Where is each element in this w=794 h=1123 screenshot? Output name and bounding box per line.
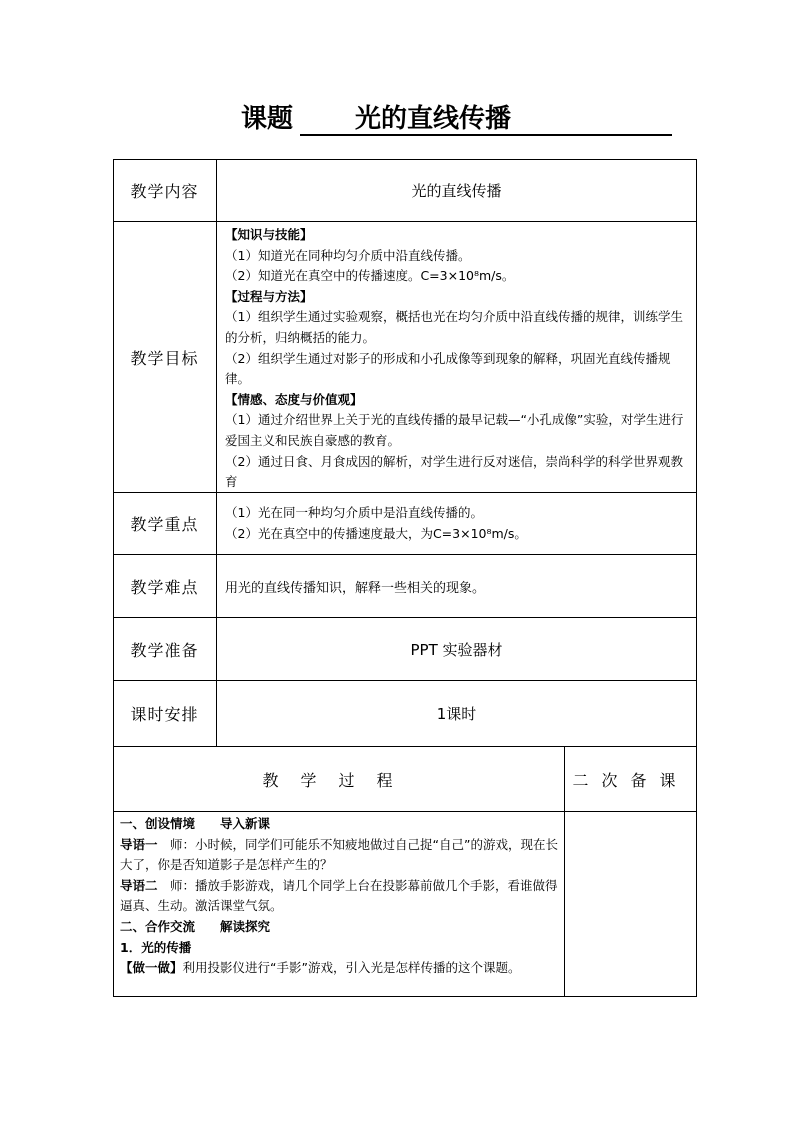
grid-line bbox=[696, 159, 697, 997]
row-value-content: 光的直线传播 bbox=[411, 181, 502, 200]
process-header: 教学过程 bbox=[262, 770, 415, 790]
row-label-key: 教学重点 bbox=[130, 515, 199, 534]
goals-heading-knowledge: 【知识与技能】 bbox=[225, 227, 313, 242]
row-label-goals: 教学目标 bbox=[130, 348, 199, 368]
goals-line: （2）通过日食、月食成因的解析，对学生进行反对迷信，崇尚科学的科学世界观教育 bbox=[225, 453, 683, 490]
intro-one-label: 导语一 bbox=[120, 836, 158, 852]
goals-line: （1）通过介绍世界上关于光的直线传播的最早记载—“小孔成像”实验，对学生进行爱国主义和民族自豪感的教育。 bbox=[225, 412, 684, 448]
process-content bbox=[114, 812, 564, 996]
row-value-key bbox=[217, 493, 696, 554]
row-label-content: 教学内容 bbox=[130, 181, 199, 201]
intro-one-text: 师：小时候，同学们可能乐不知疲地做过自己捉“自己”的游戏，现在长大了，你是否知道影子是怎样产生的？ bbox=[120, 836, 558, 873]
activity-text: 利用投影仪进行“手影”游戏，引入光是怎样传播的这个课题。 bbox=[182, 960, 521, 976]
goals-line: （2）知道光在真空中的传播速度。C=3×10⁸m/s。 bbox=[225, 268, 515, 284]
row-value-prep: PPT 实验器材 bbox=[410, 640, 503, 659]
second-prep-area bbox=[565, 812, 696, 996]
second-prep-header: 二次备课 bbox=[572, 770, 689, 790]
goals-line: （1）组织学生通过实验观察，概括也光在均匀介质中沿直线传播的规律，训练学生的分析，归纳概括的能力。 bbox=[225, 309, 683, 345]
row-value-difficulty: 用光的直线传播知识，解释一些相关的现象。 bbox=[225, 580, 486, 596]
intro-two-text: 师：播放手影游戏，请几个同学上台在投影幕前做几个手影，看谁做得逼真、生动。激活课堂气氛。 bbox=[120, 877, 558, 914]
goals-line: （1）知道光在同种均匀介质中沿直线传播。 bbox=[225, 247, 471, 263]
row-label-prep: 教学准备 bbox=[130, 640, 199, 660]
goals-heading-process: 【过程与方法】 bbox=[225, 288, 313, 304]
row-value-goals bbox=[217, 222, 696, 492]
document-title bbox=[0, 100, 794, 140]
row-value-time: 1课时 bbox=[436, 705, 477, 723]
section-heading: 二、合作交流 解读探究 bbox=[120, 918, 271, 934]
lesson-plan-table bbox=[113, 159, 697, 997]
section-heading: 一、创设情境 导入新课 bbox=[120, 816, 271, 831]
key-line: （1）光在同一种均匀介质中是沿直线传播的。 bbox=[225, 505, 483, 520]
title-lead: 课题 bbox=[241, 104, 294, 134]
intro-two-label: 导语二 bbox=[120, 877, 158, 893]
goals-heading-attitude: 【情感、态度与价值观】 bbox=[225, 391, 363, 407]
row-label-time: 课时安排 bbox=[130, 705, 199, 724]
row-label-difficulty: 教学难点 bbox=[130, 577, 199, 597]
subsection-heading: 1．光的传播 bbox=[120, 939, 192, 955]
grid-line bbox=[113, 996, 697, 997]
key-line: （2）光在真空中的传播速度最大，为C=3×10⁸m/s。 bbox=[225, 525, 527, 541]
title-subject-underline bbox=[300, 100, 672, 136]
activity-label: 【做一做】 bbox=[120, 960, 183, 976]
title-subject: 光的直线传播 bbox=[355, 104, 512, 134]
goals-line: （2）组织学生通过对影子的形成和小孔成像等到现象的解释，巩固光直线传播规律。 bbox=[225, 350, 671, 387]
